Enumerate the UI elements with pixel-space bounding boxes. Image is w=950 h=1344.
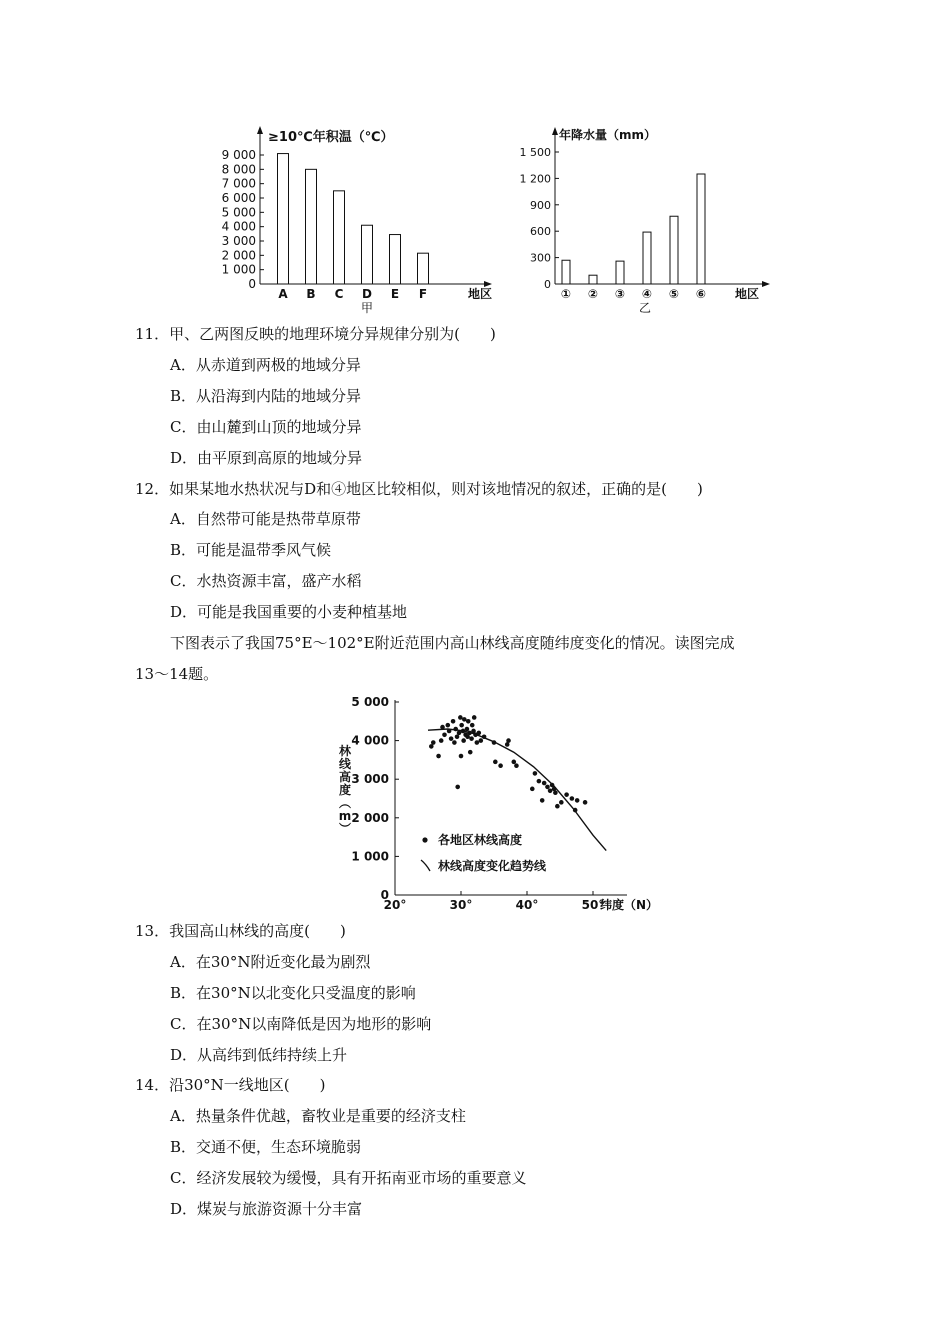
x-tick-labels	[561, 287, 706, 301]
data-point	[555, 804, 560, 809]
x-tick-label: F	[418, 287, 428, 301]
bar	[697, 174, 705, 284]
data-point	[506, 738, 511, 743]
y-tick-labels	[351, 695, 399, 902]
x-tick-label: ⑤	[668, 287, 680, 301]
x-tick-label: ①	[560, 287, 572, 301]
y-axis-title	[339, 743, 352, 836]
data-point	[457, 731, 462, 736]
question-14-option-d: D．煤炭与旅游资源十分丰富	[170, 1200, 363, 1218]
data-point	[431, 740, 436, 745]
bar	[670, 216, 678, 284]
y-tick-label: 5 000	[221, 205, 256, 220]
x-tick-label: 40°	[515, 898, 539, 912]
data-point	[583, 800, 588, 805]
y-tick-label: 900	[530, 198, 551, 212]
treeline-latitude-chart	[335, 690, 665, 915]
x-tick-label: C	[334, 287, 344, 301]
data-point	[442, 733, 447, 738]
data-point	[461, 738, 466, 743]
y-axis-title-char: 林	[338, 744, 352, 758]
x-tick-label: E	[390, 287, 400, 301]
data-point	[469, 736, 474, 741]
question-14-option-b: B．交通不便，生态环境脆弱	[170, 1138, 362, 1156]
data-point	[468, 750, 473, 755]
x-tick-label: D	[362, 287, 372, 301]
question-13-stem: 13．我国高山林线的高度( )	[135, 922, 346, 940]
question-12-stem: 12．如果某地水热状况与D和④地区比较相似，则对该地情况的叙述，正确的是( )	[135, 480, 703, 498]
y-tick-label: 1 200	[519, 172, 551, 186]
x-axis-title: 地区	[468, 287, 493, 301]
data-point	[449, 736, 454, 741]
data-point	[530, 787, 535, 792]
question-11-option-b: B．从沿海到内陆的地域分异	[170, 387, 362, 405]
bar	[306, 169, 317, 284]
x-tick-label: 30°	[449, 898, 473, 912]
data-point	[446, 723, 451, 728]
data-point	[545, 785, 550, 790]
x-tick-label: ④	[641, 287, 653, 301]
legend-trend-label: 林线高度变化趋势线	[438, 859, 547, 873]
bars	[562, 174, 705, 284]
y-axis-title-char: ︶	[338, 822, 352, 836]
data-point	[470, 723, 475, 728]
data-point	[459, 754, 464, 759]
y-tick-label: 600	[530, 225, 551, 239]
data-point	[440, 725, 445, 730]
x-axis-arrow	[762, 281, 770, 287]
data-point	[451, 719, 456, 724]
question-11-stem: 11．甲、乙两图反映的地理环境分异规律分别为( )	[135, 325, 496, 343]
y-tick-label: 7 000	[221, 176, 256, 191]
y-tick-label: 3 000	[221, 234, 256, 248]
y-tick-label: 0	[380, 888, 389, 902]
data-point	[492, 740, 497, 745]
question-14-stem: 14．沿30°N一线地区( )	[135, 1076, 326, 1094]
y-tick-labels	[520, 146, 560, 291]
data-point	[493, 760, 498, 765]
bar	[334, 191, 345, 284]
data-point	[458, 715, 463, 720]
question-12-option-a: A．自然带可能是热带草原带	[170, 510, 361, 528]
data-point	[467, 731, 472, 736]
bars	[278, 154, 429, 284]
data-point	[455, 785, 460, 790]
svg-text:林线高度︵m︶	[339, 743, 352, 836]
chart-title: 甲	[360, 301, 374, 315]
data-point	[553, 790, 558, 795]
data-point	[540, 798, 545, 803]
y-tick-label: 1 500	[519, 146, 551, 159]
data-point	[542, 781, 547, 786]
y-axis-title-char: ︵	[338, 796, 352, 810]
legend-points-label: 各地区林线高度	[438, 833, 523, 847]
bar	[418, 253, 429, 284]
chart-title: 乙	[638, 301, 652, 315]
y-axis-arrow	[552, 127, 558, 135]
data-point	[477, 731, 482, 736]
question-12-option-b: B．可能是温带季风气候	[170, 541, 332, 559]
data-point	[548, 788, 553, 793]
data-point	[533, 771, 538, 776]
y-axis-title-char: 高	[338, 770, 352, 784]
data-point	[512, 760, 517, 765]
y-axis-arrow	[257, 126, 263, 134]
y-tick-label: 6 000	[221, 191, 256, 205]
question-12-option-d: D．可能是我国重要的小麦种植基地	[170, 603, 408, 621]
legend-trend-marker	[421, 860, 430, 871]
y-tick-label: 0	[248, 277, 256, 291]
y-tick-label: 5 000	[351, 695, 389, 709]
x-tick-label: 50°	[581, 898, 605, 912]
y-axis-title: ≥10℃年积温（℃）	[268, 130, 394, 145]
data-point	[559, 800, 564, 805]
bar	[390, 235, 401, 284]
y-tick-label: 0	[544, 278, 551, 291]
y-tick-label: 1 000	[221, 262, 256, 277]
question-13-option-d: D．从高纬到低纬持续上升	[170, 1046, 348, 1064]
accumulated-temperature-chart	[215, 122, 505, 317]
x-tick-label: A	[278, 287, 288, 301]
data-point	[498, 763, 503, 768]
y-tick-labels	[222, 148, 264, 291]
x-tick-labels	[384, 891, 605, 912]
x-tick-label: ③	[614, 287, 626, 301]
data-point	[466, 719, 471, 724]
x-tick-label: ②	[587, 287, 599, 301]
data-point	[475, 740, 480, 745]
intro-line-1: 下图表示了我国75°E～102°E附近范围内高山林线高度随纬度变化的情况。读图完成	[170, 634, 735, 652]
data-point	[436, 754, 441, 759]
question-13-option-b: B．在30°N以北变化只受温度的影响	[170, 984, 416, 1002]
precipitation-chart	[510, 122, 780, 317]
question-14-option-c: C．经济发展较为缓慢，具有开拓南亚市场的重要意义	[170, 1169, 527, 1187]
question-11-option-c: C．由山麓到山顶的地域分异	[170, 418, 362, 436]
data-point	[461, 729, 466, 734]
y-axis-title-char: 度	[338, 783, 352, 797]
data-point	[472, 715, 477, 720]
data-point	[482, 734, 487, 739]
data-point	[453, 727, 458, 732]
bar	[362, 225, 373, 284]
bar	[562, 260, 570, 284]
x-tick-label: ⑥	[695, 287, 707, 301]
question-13-option-a: A．在30°N附近变化最为剧烈	[170, 953, 371, 971]
y-axis-title-char: m	[338, 809, 352, 823]
y-axis-title-char: 线	[338, 757, 352, 771]
data-point	[573, 808, 578, 813]
bar	[643, 232, 651, 284]
x-tick-label: B	[306, 287, 316, 301]
y-tick-label: 4 000	[221, 219, 256, 234]
legend-dot-marker	[422, 837, 427, 842]
data-point	[575, 798, 580, 803]
question-14-option-a: A．热量条件优越，畜牧业是重要的经济支柱	[170, 1107, 466, 1125]
x-axis-title: 纬度（N）	[600, 898, 659, 912]
question-11-option-a: A．从赤道到两极的地域分异	[170, 356, 361, 374]
question-13-option-c: C．在30°N以南降低是因为地形的影响	[170, 1015, 432, 1033]
x-tick-labels	[278, 287, 427, 301]
y-tick-label: 2 000	[221, 248, 256, 263]
y-tick-label: 8 000	[221, 162, 256, 177]
y-tick-label: 300	[530, 251, 551, 265]
data-point	[462, 717, 467, 722]
question-12-option-c: C．水热资源丰富，盛产水稻	[170, 572, 362, 590]
data-point	[452, 740, 457, 745]
y-tick-label: 4 000	[351, 733, 389, 748]
data-point	[459, 723, 464, 728]
data-point	[447, 729, 452, 734]
bar	[616, 261, 624, 284]
y-axis-title: 年降水量（mm）	[559, 128, 657, 142]
data-point	[537, 779, 542, 784]
x-tick-label: 20°	[383, 898, 407, 912]
data-point	[514, 763, 519, 768]
data-point	[564, 792, 569, 797]
data-point	[570, 796, 575, 801]
bar	[589, 275, 597, 284]
intro-line-2: 13～14题。	[135, 665, 219, 683]
x-axis-title: 地区	[735, 287, 760, 301]
data-point	[479, 738, 484, 743]
data-point	[465, 727, 470, 732]
bar	[278, 154, 289, 284]
y-tick-label: 9 000	[221, 148, 256, 162]
y-tick-label: 3 000	[351, 772, 389, 787]
y-tick-label: 2 000	[351, 810, 389, 825]
y-tick-label: 1 000	[351, 849, 389, 864]
question-11-option-d: D．由平原到高原的地域分异	[170, 449, 363, 467]
data-point	[439, 738, 444, 743]
